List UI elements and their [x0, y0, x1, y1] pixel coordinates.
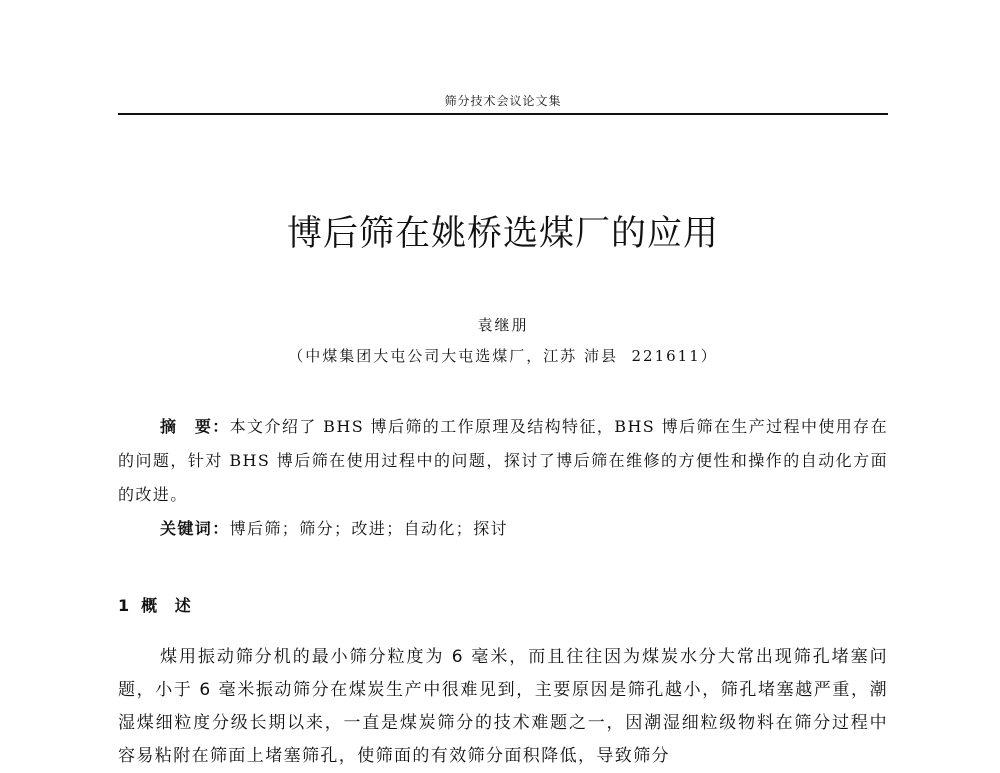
keywords-line	[160, 512, 888, 546]
keywords-text: 博后筛；筛分；改进；自动化；探讨	[229, 519, 509, 538]
abstract-paragraph	[118, 410, 888, 512]
author-name: 袁继朋	[477, 316, 529, 334]
abstract-text: 本文介绍了 BHS 博后筛的工作原理及结构特征，BHS 博后筛在生产过程中使用存在的问题，针对 BHS 博后筛在使用过程中的问题，探讨了博后筛在维修的方便性和操作的自动化方面的改进。	[118, 417, 888, 504]
section-title: 概 述	[141, 596, 197, 615]
paper-title: 博后筛在姚桥选煤厂的应用	[286, 214, 719, 254]
body-paragraph: 煤用振动筛分机的最小筛分粒度为 6 毫米，而且往往因为煤炭水分大常出现筛孔堵塞问题，小于 6 毫米振动筛分在煤炭生产中很难见到，主要原因是筛孔越小，筛孔堵塞越严重，潮湿煤细粒度分级长期以来，一直是煤炭筛分的技术难题之一，因潮湿细粒级物料在筛分过程中容易粘附在筛面上堵塞筛孔，使筛面的有效筛分面积降低，导致筛分	[118, 647, 888, 766]
section-number: 1	[118, 596, 130, 615]
author-affiliation: （中煤集团大屯公司大屯选煤厂，江苏 沛县 221611）	[288, 347, 718, 365]
abstract-label: 摘 要：	[160, 417, 230, 436]
section-heading	[118, 593, 197, 616]
running-header: 筛分技术会议论文集	[444, 94, 562, 108]
header-rule	[118, 113, 888, 115]
keywords-label: 关键词：	[160, 519, 230, 538]
